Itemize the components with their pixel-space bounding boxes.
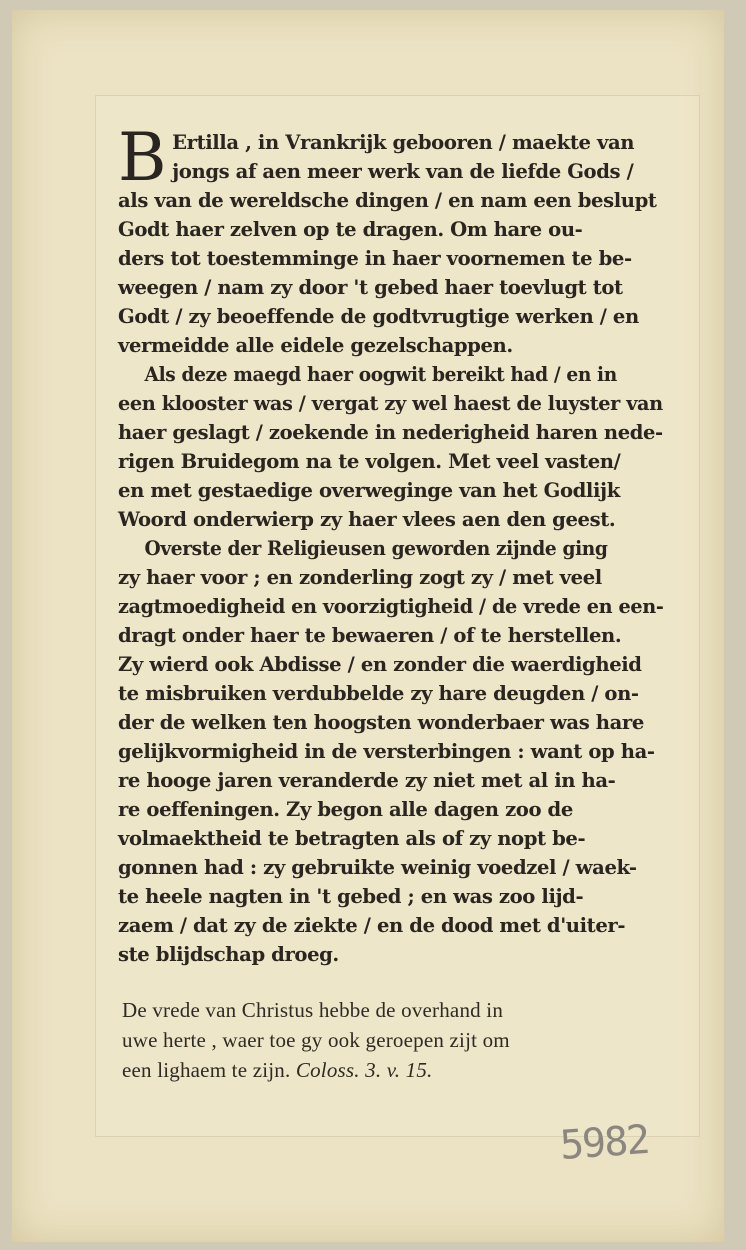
text-line: te misbruiken verdubbelde zy hare deugden / on- xyxy=(118,682,639,705)
text-line: zaem / dat zy de ziekte / en de dood met d'uiter- xyxy=(118,914,626,937)
text-line: Overste der Religieusen geworden zijnde ging xyxy=(144,537,608,560)
pencil-inventory-number: 5982 xyxy=(558,1116,650,1170)
bible-verse xyxy=(122,995,667,1085)
drop-cap: B xyxy=(118,119,167,196)
text-line: te heele nagten in 't gebed ; en was zoo lijd- xyxy=(118,885,584,908)
verse-line: uwe herte , waer toe gy ook geroepen zijt om xyxy=(122,1028,510,1052)
text-line: ders tot toestemminge in haer voornemen te be- xyxy=(118,247,632,270)
text-line: der de welken ten hoogsten wonderbaer was hare xyxy=(118,711,644,734)
text-line: Woord onderwierp zy haer vlees aen den geest. xyxy=(118,508,616,531)
text-line: Godt / zy beoeffende de godtvrugtige werken / en xyxy=(118,305,639,328)
text-line: dragt onder haer te bewaeren / of te herstellen. xyxy=(118,624,622,647)
text-line: jongs af aen meer werk van de liefde Gods / xyxy=(172,160,634,183)
text-line: re oeffeningen. Zy begon alle dagen zoo de xyxy=(118,798,573,821)
text-line: Als deze maegd haer oogwit bereikt had / en in xyxy=(144,363,617,386)
body-text xyxy=(118,119,664,969)
verse-line xyxy=(122,1055,667,1085)
text-line: volmaektheid te betragten als of zy nopt be- xyxy=(118,827,586,850)
text-line: zagtmoedigheid en voorzigtigheid / de vrede en een- xyxy=(118,595,664,618)
text-line: re hooge jaren veranderde zy niet met al in ha- xyxy=(118,769,616,792)
text-line: gelijkvormigheid in de versterbingen : want op ha- xyxy=(118,740,655,763)
text-line: vermeidde alle eidele gezelschappen. xyxy=(118,334,513,357)
text-line: een klooster was / vergat zy wel haest de luyster van xyxy=(118,392,663,415)
verse-text: een lighaem te zijn. xyxy=(122,1058,291,1082)
text-line: Godt haer zelven op te dragen. Om hare ou- xyxy=(118,218,583,241)
verse-line: De vrede van Christus hebbe de overhand in xyxy=(122,998,504,1022)
text-line: haer geslagt / zoekende in nederigheid haren nede- xyxy=(118,421,663,444)
verse-reference: Coloss. 3. v. 15. xyxy=(295,1058,433,1082)
text-line: weegen / nam zy door 't gebed haer toevlugt tot xyxy=(118,276,623,299)
text-line: rigen Bruidegom na te volgen. Met veel vasten/ xyxy=(118,450,621,473)
text-line: zy haer voor ; en zonderling zogt zy / met veel xyxy=(118,566,602,589)
text-line: als van de wereldsche dingen / en nam een beslupt xyxy=(118,189,657,212)
text-line: Ertilla , in Vrankrijk gebooren / maekte van xyxy=(172,131,635,154)
text-line: ste blijdschap droeg. xyxy=(118,943,339,966)
text-line: en met gestaedige overweginge van het Godlijk xyxy=(118,479,620,502)
text-line: Zy wierd ook Abdisse / en zonder die waerdigheid xyxy=(118,653,642,676)
text-line: gonnen had : zy gebruikte weinig voedzel / waek- xyxy=(118,856,637,879)
